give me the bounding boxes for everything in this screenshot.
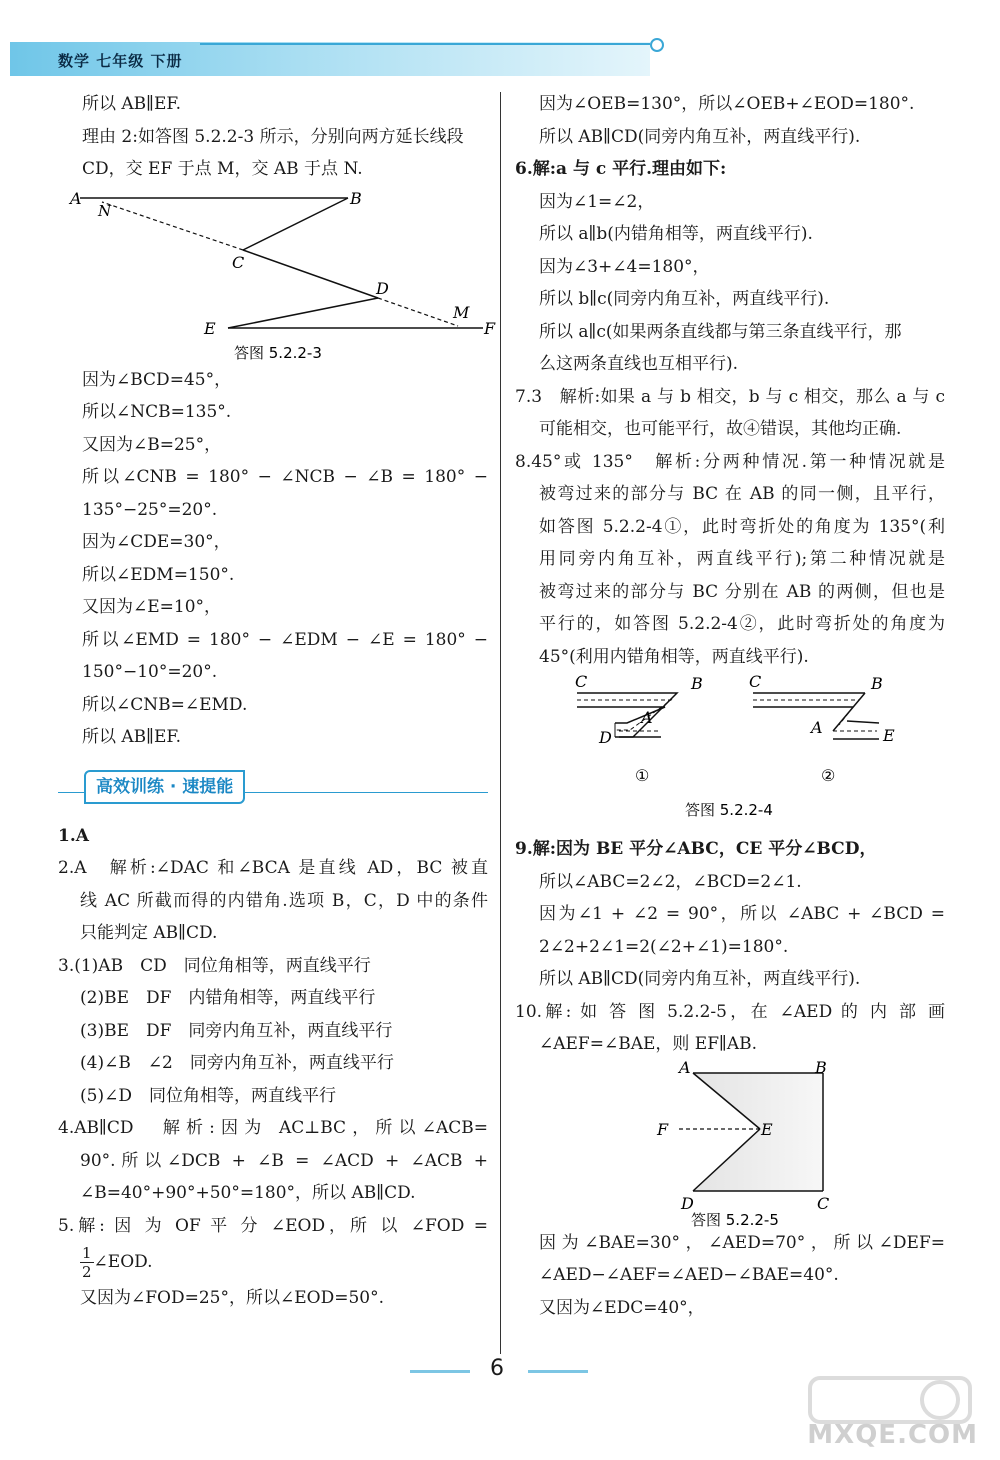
text-line: 所以∠CNB=∠EMD. — [82, 694, 248, 715]
answer-8-line: 被弯过来的部分与 BC 在 AB 的同一侧，且平行， — [539, 484, 945, 504]
text-line: ∠AED−∠AEF=∠AED−∠BAE=40°. — [539, 1265, 839, 1285]
diagram-2 — [749, 672, 895, 785]
text-line: 所以∠CNB = 180° − ∠NCB − ∠B = 180° − — [82, 467, 488, 487]
text-line: 所以 AB∥EF. — [82, 94, 181, 114]
section-header — [58, 754, 488, 820]
point-label-c: C — [749, 672, 762, 691]
right-column — [515, 88, 945, 1324]
page-number: 6 — [490, 1356, 504, 1381]
figure-5-2-2-4 — [515, 673, 945, 833]
text-line: 所以∠NCB=135°. — [82, 402, 232, 422]
header-line — [200, 43, 650, 45]
text-line: 所以 AB∥CD(同旁内角互补，两直线平行). — [539, 126, 861, 147]
point-label-d: D — [681, 1193, 694, 1213]
answer-4-line: 90°.所以∠DCB + ∠B = ∠ACD + ∠ACB + — [80, 1150, 488, 1171]
point-label-n: N — [98, 201, 112, 220]
point-label-c: C — [232, 252, 245, 272]
answer-2-line: 2.A 解析:∠DAC 和∠BCA 是直线 AD，BC 被直 — [58, 858, 488, 878]
answer-8-line: 8.45°或 135° 解析:分两种情况.第一种情况就是 — [515, 451, 945, 472]
sub-figure-label: ② — [821, 766, 836, 785]
point-label-d: D — [376, 278, 389, 298]
diagram-1 — [575, 672, 703, 785]
answer-6-line: 因为∠1=∠2， — [539, 191, 655, 212]
text-line: 135°−25°=20°. — [82, 499, 218, 520]
point-label-e: E — [883, 726, 895, 745]
text-line: 因为∠CDE=30°， — [82, 532, 231, 552]
point-label-a: A — [641, 708, 653, 727]
answer-8-line: 用同旁内角互补，两直线平行);第二种情况就是 — [539, 549, 945, 569]
fraction — [80, 1244, 94, 1281]
answer-8-line: 如答图 5.2.2-4①，此时弯折处的角度为 135°(利 — [539, 516, 945, 537]
answer-7-line: 可能相交，也可能平行，故④错误，其他均正确. — [539, 419, 902, 439]
answer-5-line: 又因为∠FOD=25°，所以∠EOD=50°. — [80, 1288, 384, 1308]
watermark-text: MXQE.COM — [807, 1420, 978, 1450]
watermark-logo-icon — [790, 1368, 990, 1428]
answer-9-line: 9.解:因为 BE 平分∠ABC，CE 平分∠BCD， — [515, 839, 877, 859]
answer-7-line: 7.3 解析:如果 a 与 b 相交，b 与 c 相交，那么 a 与 c — [515, 386, 945, 407]
column-divider — [500, 92, 501, 1354]
header-title: 数学 七年级 下册 — [58, 52, 183, 70]
point-label-e: E — [761, 1119, 773, 1139]
figure-svg — [515, 1057, 945, 1229]
text-line: 又因为∠B=25°， — [82, 434, 222, 455]
point-label-e: E — [204, 318, 216, 338]
watermark — [790, 1368, 990, 1456]
answer-5-fraction-line — [58, 1242, 488, 1282]
figure-5-2-2-3 — [58, 186, 496, 364]
figure-caption: 答图 5.2.2-5 — [691, 1210, 779, 1229]
answer-9-line: 2∠2+2∠1=2(∠2+∠1)=180°. — [539, 936, 789, 957]
figure-5-2-2-5 — [515, 1057, 945, 1229]
answer-1: 1.A — [58, 825, 89, 846]
point-label-a: A — [811, 718, 823, 737]
answer-2-line: 线 AC 所截而得的内错角.选项 B，C，D 中的条件 — [80, 890, 488, 911]
answer-4-line: 4.AB∥CD 解析:因为 AC⊥BC，所以∠ACB= — [58, 1118, 488, 1138]
answer-6-line: 所以 a∥c(如果两条直线都与第三条直线平行，那 — [539, 321, 902, 342]
point-label-b: B — [815, 1057, 827, 1077]
figure-svg — [58, 186, 496, 364]
footer-decoration — [410, 1370, 470, 1373]
page-header — [0, 0, 1000, 80]
answer-3-line: 3.(1)AB CD 同位角相等，两直线平行 — [58, 955, 371, 976]
sub-figure-label: ① — [635, 766, 650, 785]
answer-9-line: 所以∠ABC=2∠2，∠BCD=2∠1. — [539, 871, 802, 892]
text-line: 所以 AB∥EF. — [82, 727, 181, 747]
footer-decoration — [528, 1370, 588, 1373]
answer-3-line: (4)∠B ∠2 同旁内角互补，两直线平行 — [80, 1053, 394, 1073]
fraction-after: ∠EOD. — [93, 1252, 153, 1272]
point-label-c: C — [817, 1193, 830, 1213]
point-label-b: B — [691, 674, 703, 693]
header-dot-icon — [650, 38, 664, 52]
text-line: 所以∠EMD = 180° − ∠EDM − ∠E = 180° − — [82, 629, 488, 650]
answer-6-line: 6.解:a 与 c 平行.理由如下: — [515, 159, 727, 179]
text-line: 所以∠EDM=150°. — [82, 564, 235, 585]
point-label-f: F — [657, 1119, 669, 1139]
point-label-b: B — [350, 188, 362, 208]
answer-8-line: 被弯过来的部分与 BC 分别在 AB 的两侧，但也是 — [539, 581, 945, 602]
answer-6-line: 所以 b∥c(同旁内角互补，两直线平行). — [539, 289, 830, 309]
answer-3-line: (2)BE DF 内错角相等，两直线平行 — [80, 988, 376, 1008]
answer-2-line: 只能判定 AB∥CD. — [80, 923, 218, 943]
text-line: 因为∠BCD=45°， — [82, 369, 232, 390]
text-line: 因为∠OEB=130°，所以∠OEB+∠EOD=180°. — [539, 94, 915, 114]
figure-caption: 答图 5.2.2-3 — [234, 343, 322, 362]
left-column — [58, 88, 496, 1315]
point-label-a: A — [70, 188, 82, 208]
answer-6-line: 因为∠3+∠4=180°， — [539, 256, 710, 277]
text-line: 150°−10°=20°. — [82, 662, 218, 682]
answer-10-line: 10.解: 如 答 图 5.2.2-5，在 ∠AED 的 内 部 画 — [515, 1001, 945, 1022]
answer-10-line: ∠AEF=∠BAE，则 EF∥AB. — [539, 1034, 758, 1054]
fraction-numerator: 1 — [82, 1244, 92, 1262]
answer-3-line: (5)∠D 同位角相等，两直线平行 — [80, 1085, 336, 1106]
text-line: 理由 2:如答图 5.2.2-3 所示，分别向两方延长线段 — [82, 126, 464, 147]
point-label-a: A — [679, 1057, 691, 1077]
point-label-b: B — [871, 674, 883, 693]
answer-9-line: 因为∠1 + ∠2 = 90°，所以 ∠ABC + ∠BCD = — [539, 904, 945, 924]
text-line: CD，交 EF 于点 M，交 AB 于点 N. — [82, 159, 363, 179]
answer-8-line: 45°(利用内错角相等，两直线平行). — [539, 646, 809, 667]
section-title: 高效训练 · 速提能 — [84, 770, 245, 804]
figure-svg — [515, 673, 945, 833]
answer-8-line: 平行的，如答图 5.2.2-4②，此时弯折处的角度为 — [539, 614, 945, 634]
text-line: 又因为∠E=10°， — [82, 597, 222, 617]
point-label-d: D — [599, 728, 612, 747]
point-label-f: F — [484, 318, 496, 338]
answer-6-line: 所以 a∥b(内错角相等，两直线平行). — [539, 224, 813, 244]
answer-6-line: 么这两条直线也互相平行). — [539, 354, 739, 374]
figure-caption: 答图 5.2.2-4 — [685, 801, 773, 819]
answer-3-line: (3)BE DF 同旁内角互补，两直线平行 — [80, 1020, 393, 1041]
fraction-denominator: 2 — [82, 1263, 92, 1281]
answer-4-line: ∠B=40°+90°+50°=180°，所以 AB∥CD. — [80, 1183, 416, 1203]
text-line: 又因为∠EDC=40°， — [539, 1297, 705, 1318]
point-label-m: M — [453, 302, 470, 322]
answer-9-line: 所以 AB∥CD(同旁内角互补，两直线平行). — [539, 969, 861, 989]
text-line: 因为∠BAE=30°，∠AED=70°，所以∠DEF= — [539, 1232, 945, 1253]
answer-5-line: 5.解: 因 为 OF 平 分 ∠EOD，所 以 ∠FOD = — [58, 1215, 488, 1236]
point-label-c: C — [575, 672, 588, 691]
